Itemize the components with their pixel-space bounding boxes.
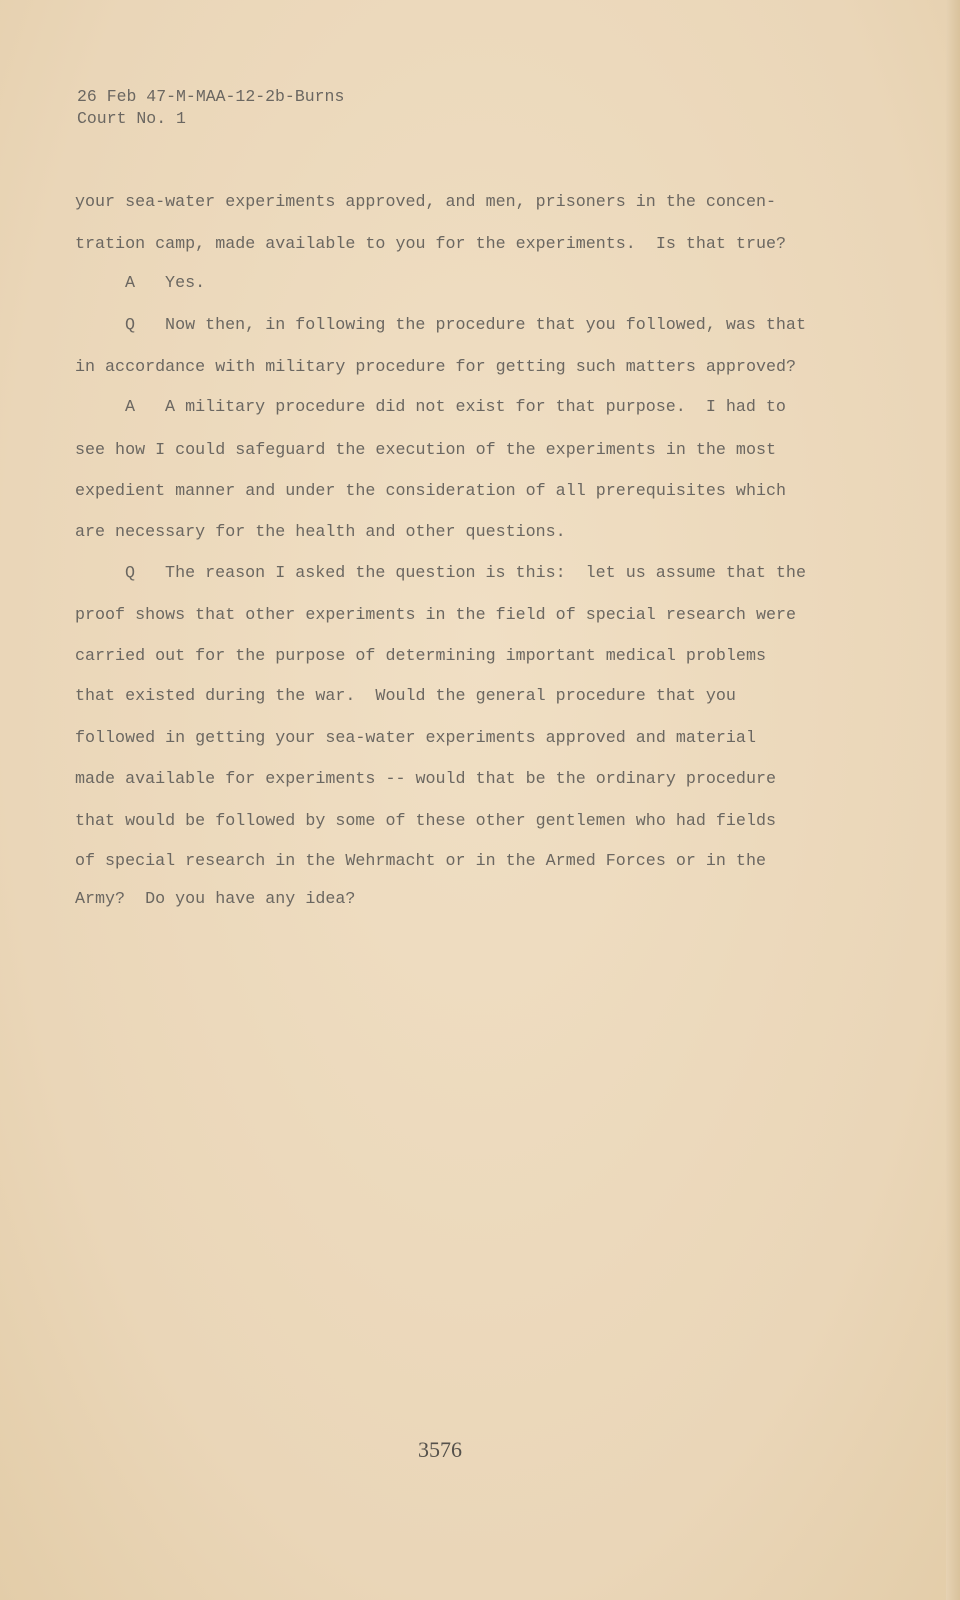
text-line: in accordance with military procedure for getting such matters approved?	[75, 358, 797, 377]
header-court: Court No. 1	[77, 109, 186, 128]
question-line: Q The reason I asked the question is this: let us assume that the	[125, 564, 806, 583]
page-edge	[946, 0, 960, 1600]
question-line: Q Now then, in following the procedure that you followed, was that	[125, 316, 806, 335]
text-line: that existed during the war. Would the general procedure that you	[75, 687, 736, 706]
text-line: expedient manner and under the consideration of all prerequisites which	[75, 482, 787, 501]
text-line: Army? Do you have any idea?	[75, 890, 356, 909]
text-line: carried out for the purpose of determining important medical problems	[75, 647, 766, 666]
text-line: your sea-water experiments approved, and men, prisoners in the concen-	[75, 193, 776, 212]
header-case-reference: 26 Feb 47-M-MAA-12-2b-Burns	[77, 87, 345, 106]
text-line: followed in getting your sea-water experiments approved and material	[75, 729, 756, 748]
text-line: see how I could safeguard the execution of the experiments in the most	[75, 441, 776, 460]
text-line: are necessary for the health and other questions.	[75, 523, 566, 542]
text-line: that would be followed by some of these other gentlemen who had fields	[75, 812, 776, 831]
answer-line: A Yes.	[125, 274, 206, 293]
text-line: proof shows that other experiments in the field of special research were	[75, 606, 797, 625]
answer-line: A A military procedure did not exist for that purpose. I had to	[125, 398, 786, 417]
text-line: made available for experiments -- would that be the ordinary procedure	[75, 770, 776, 789]
text-line: tration camp, made available to you for the experiments. Is that true?	[75, 235, 787, 254]
page-number: 3576	[418, 1437, 462, 1462]
text-line: of special research in the Wehrmacht or in the Armed Forces or in the	[75, 852, 766, 871]
